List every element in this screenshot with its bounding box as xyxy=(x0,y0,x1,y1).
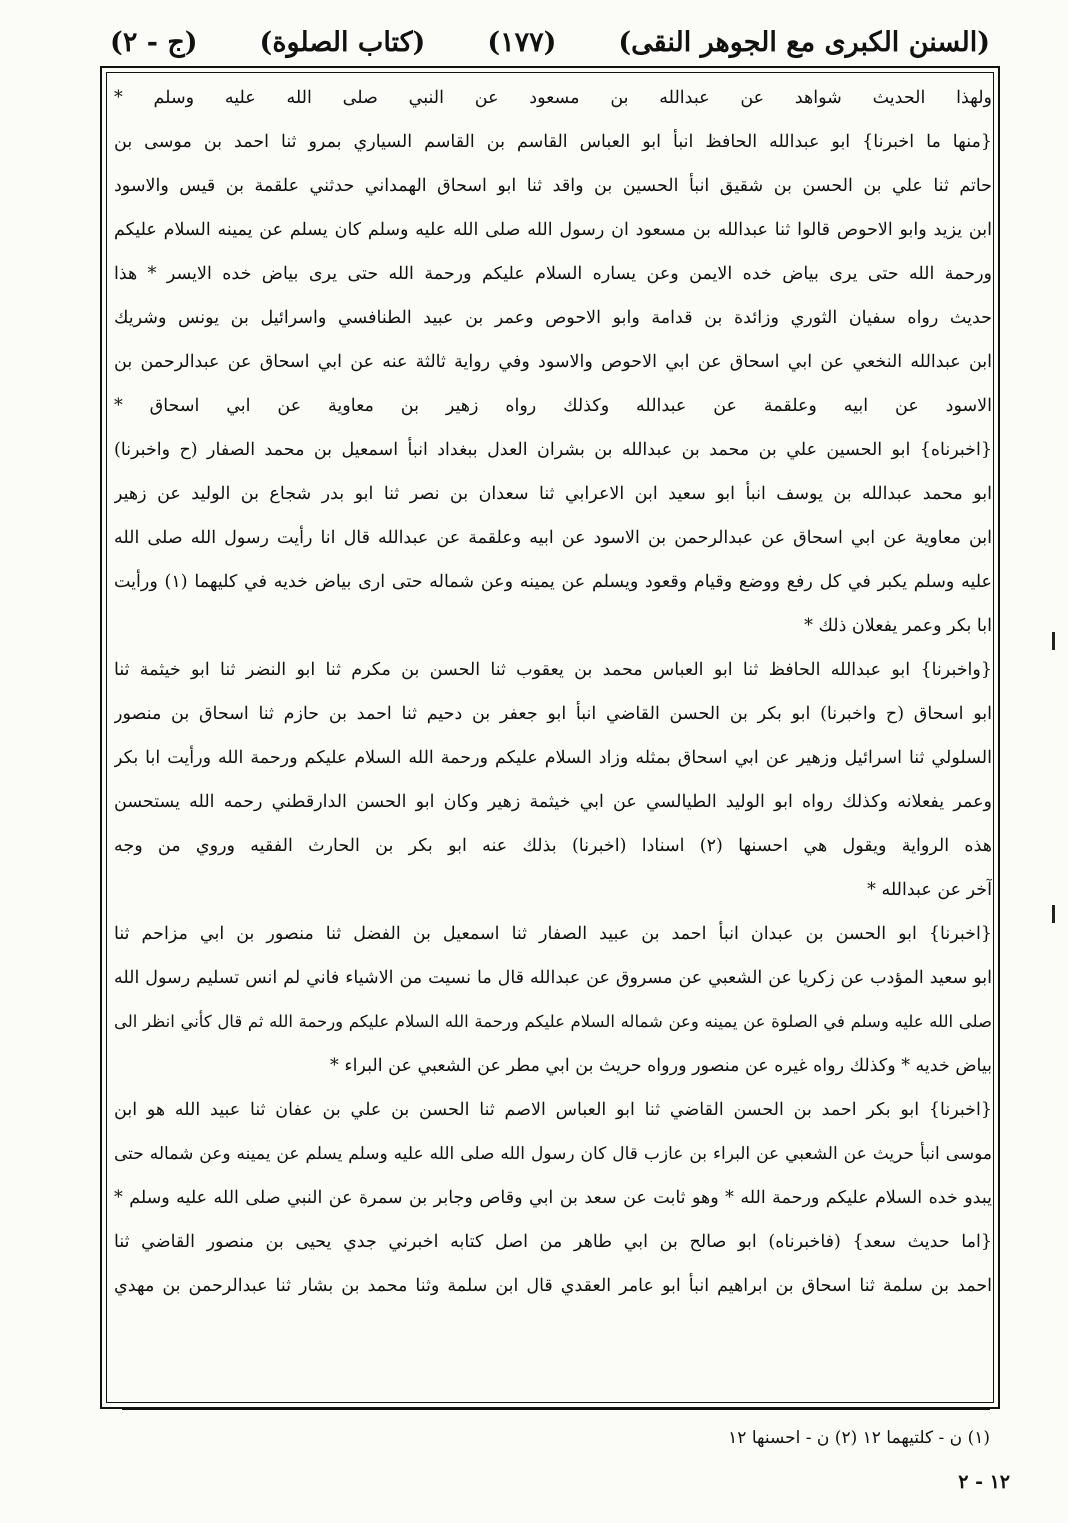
footnote-divider xyxy=(122,1408,990,1410)
text-line: ابو سعيد المؤدب عن زكريا عن الشعبي عن مسروق عن عبدالله قال ما نسيت من الاشياء فاني لم انس تسليم رسول الله xyxy=(114,968,992,988)
text-line: السلولي ثنا اسرائيل وزهير عن ابي اسحاق بمثله وزاد السلام عليكم ورحمة الله السلام عليكم ورحمة الله ورأيت ابا بكر xyxy=(114,748,992,768)
text-line: ابو محمد عبدالله بن يوسف انبأ ابو سعيد ابن الاعرابي ثنا سعدان بن نصر ثنا ابو بدر شجاع بن الوليد عن زهير xyxy=(114,484,992,504)
text-line: {منها ما اخبرنا} ابو عبدالله الحافظ انبأ ابو العباس القاسم بن القاسم السياري بمرو ثنا احمد بن موسى بن xyxy=(114,132,992,152)
text-line: ابن يزيد وابو الاحوص قالوا ثنا عبدالله بن مسعود ان رسول الله صلى الله عليه وسلم كان يسلم عن يمينه السلام عليكم xyxy=(114,220,992,240)
text-line: {اما حديث سعد} (فاخبرناه) ابو صالح بن ابي طاهر من اصل كتابه اخبرني جدي يحيى بن منصور القاضي ثنا xyxy=(114,1232,992,1252)
text-line: يبدو خده السلام عليكم ورحمة الله * وهو ثابت عن سعد بن ابي وقاص وجابر بن سمرة عن النبي صلى الله عليه وسلم * xyxy=(114,1188,992,1208)
text-line: ابو اسحاق (ح واخبرنا) ابو بكر بن الحسن القاضي انبأ ابو جعفر بن دحيم ثنا احمد بن حازم ثنا اسحاق بن منصور xyxy=(114,704,992,724)
section-title: (كتاب الصلوة) xyxy=(259,26,426,58)
text-line: صلى الله عليه وسلم في الصلوة عن يمينه وعن شماله السلام عليكم ورحمة الله السلام عليكم ورحمة الله ثم قال كأني انظر الى xyxy=(114,1012,992,1031)
text-line: حاتم ثنا علي بن الحسن بن شقيق انبأ الحسين بن واقد ثنا ابو اسحاق الهمداني حدثني علقمة بن قيس والاسود xyxy=(114,176,992,196)
margin-mark xyxy=(1052,632,1055,650)
text-line: ابن عبدالله النخعي عن ابي اسحاق عن ابي الاحوص والاسود وفي رواية ثالثة عنه عن ابي اسحاق عن عبدالرحمن بن xyxy=(114,352,992,372)
main-text xyxy=(114,76,992,1406)
text-line: {اخبرنا} ابو الحسن بن عبدان انبأ احمد بن عبيد الصفار ثنا اسمعيل بن الفضل ثنا منصور بن ابي مزاحم ثنا xyxy=(114,924,992,944)
book-title: (السنن الكبرى مع الجوهر النقى) xyxy=(618,26,990,58)
folio-signature: ١٢ - ٢ xyxy=(958,1471,1010,1493)
text-line: وعمر يفعلانه وكذلك رواه ابو الوليد الطيالسي عن ابي خيثمة زهير وكان ابو الحسن الدارقطني رحمه الله يستحسن xyxy=(114,792,992,812)
text-line: موسى انبأ حريث عن الشعبي عن البراء بن عازب قال كان رسول الله صلى الله عليه وسلم يسلم عن يمينه وعن شماله حتى xyxy=(114,1144,992,1164)
text-line: آخر عن عبدالله * xyxy=(867,880,992,900)
text-line: بياض خديه * وكذلك رواه غيره عن منصور ورواه حريث بن ابي مطر عن الشعبي عن البراء * xyxy=(330,1056,992,1076)
text-line: حديث رواه سفيان الثوري وزائدة بن قدامة وابو الاحوص وعمر بن عبيد الطنافسي واسرائيل بن يونس وشريك xyxy=(114,308,992,328)
footnotes: (١) ن - كلتيهما ١٢ (٢) ن - احسنها ١٢ xyxy=(728,1428,990,1448)
text-line: {اخبرناه} ابو الحسين علي بن محمد بن عبدالله بن بشران العدل ببغداد انبأ اسمعيل بن محمد الصفار (ح واخبرنا) xyxy=(114,440,992,460)
text-line: ولهذا الحديث شواهد عن عبدالله بن مسعود عن النبي صلى الله عليه وسلم * xyxy=(114,88,992,108)
text-line: هذه الرواية ويقول هي احسنها (٢) اسنادا (اخبرنا) بذلك عنه ابو بكر بن الحارث الفقيه وروي من وجه xyxy=(114,836,992,856)
text-line: {واخبرنا} ابو عبدالله الحافظ ثنا ابو العباس محمد بن يعقوب ثنا الحسن بن مكرم ثنا ابو النضر ثنا ابو خيثمة ثنا xyxy=(114,660,992,680)
text-line: {اخبرنا} ابو بكر احمد بن الحسن القاضي ثنا ابو العباس الاصم ثنا الحسن بن علي بن عفان ثنا عبيد الله هو ابن xyxy=(114,1100,992,1120)
text-line: عليه وسلم يكبر في كل رفع ووضع وقيام وقعود ويسلم عن يمينه وعن شماله حتى ارى بياض خديه في كليهما (١) ورأيت xyxy=(114,572,992,592)
text-line: احمد بن سلمة ثنا اسحاق بن ابراهيم انبأ ابو عامر العقدي قال ابن سلمة وثنا محمد بن بشار ثنا عبدالرحمن بن مهدي xyxy=(114,1276,992,1296)
page-number: (١٧٧) xyxy=(487,26,557,58)
text-line: ورحمة الله حتى يرى بياض خده الايمن وعن يساره السلام عليكم ورحمة الله حتى يرى بياض خده الايسر * هذا xyxy=(114,264,992,284)
running-header xyxy=(110,18,990,66)
text-line: ابن معاوية عن ابي اسحاق عن عبدالرحمن بن الاسود عن ابيه وعلقمة عن عبدالله قال انا رأيت رسول الله صلى الله xyxy=(114,528,992,548)
volume-number: (ج - ٢) xyxy=(110,26,198,58)
margin-mark xyxy=(1052,905,1055,923)
text-line: الاسود عن ابيه وعلقمة عن عبدالله وكذلك رواه زهير بن معاوية عن ابي اسحاق * xyxy=(114,396,992,416)
text-line: ابا بكر وعمر يفعلان ذلك * xyxy=(804,616,992,636)
